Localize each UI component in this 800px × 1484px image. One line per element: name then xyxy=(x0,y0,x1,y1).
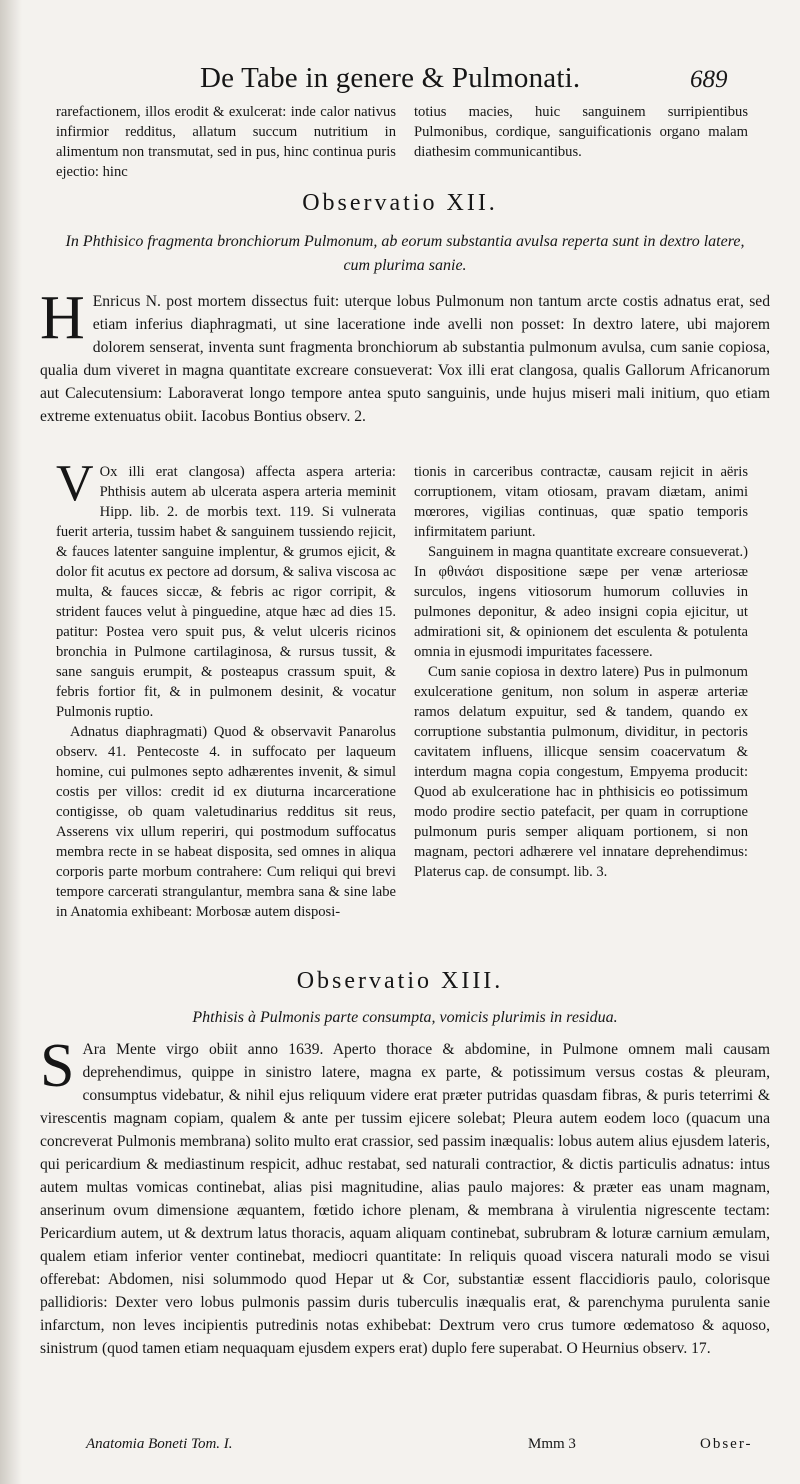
footer-book-title: Anatomia Boneti Tom. I. xyxy=(86,1436,233,1452)
commentary-12-right-paragraph-3: Cum sanie copiosa in dextro latere) Pus in pulmonum exulceratione genitum, non solum in asperæ arteriæ ramos delatum expuitur, sed & tandem, quando ex corruptione substantia pulmonum, dividitur, in pectoris cavitatem influens, illicque sensim coacervatum & interdum magna copia congestum, Empyema producit: Quod ab exulceratione hac in phthisicis eo potissimum modo prodire sectio patefacit, per quam in corruptione pulmonum puris semper aliquam portionem, si non magnam, pectori adhærere vel innatare deprehendimus: Platerus cap. de consumpt. lib. 3. xyxy=(414,664,748,880)
observation-13-heading: Observatio XIII. xyxy=(296,968,504,994)
page-edge-shadow xyxy=(0,0,22,1484)
commentary-12-left-paragraph-2: Adnatus diaphragmati) Quod & observavit Panarolus observ. 41. Pentecoste 4. in suffocato per laqueum homine, cui pulmones septo adhærentes invenit, & simul costis per villos: credit id ex diuturna incarceratione contigisse, ob quam valetudinarius redditus sit reus, Asserens vix ullum reperiri, qui postmodum suffocatus membra recte in se habeat disposita, sed omnes in aliqua corporis parte morbum contrahere: Cum reliqui qui brevi tempore carcerati strangulantur, membra sana & sine labe in Anatomia exhibeant: Morbosæ autem disposi- xyxy=(56,724,396,920)
page-number: 689 xyxy=(690,66,728,93)
footer-signature-mark: Mmm 3 xyxy=(528,1436,576,1452)
observation-12-dropcap: H xyxy=(40,284,85,352)
observation-13-text: Ara Mente virgo obiit anno 1639. Aperto thorace & abdomine, in Pulmone omnem mali causam deprehendimus, quippe in sinistro latere, magna ex parte, & potissimum versus costas & pleuram, consumptus videbatur, & nihil ejus reliquum videre erat præter putridas quasdam fibras, & puris teterrimi & virescentis magnam copiam, qualem & ante per tussim ejicere solebat; Pleura autem eodem loco (quacum una concreverat Pulmonis membrana) solito multo erat crassior, sed passim inæqualis: lobus autem alius ejusdem lateris, qui pericardium & mediastinum respicit, adhuc restabat, sed naturali contractior, & dictis particulis adnatus: intus autem multas vomicas continebat, alias pisi magnitudine, alias paulo majores: & præter eas unam magnam, anserinum ovum dimensione æquantem, fœtido ichore plenam, & membrana à virulentia nigrescente tectam: Pericardium autem, ut & dextrum latus thoracis, aquam aliquam continebat, subrubram & loturæ carnium æmulam, qualem etiam inferior venter continebat, mediocri quantitate: In reliquis quoad viscera naturali modo se visui offerebat: Abdomen, nisi solummodo quod Hepar ut & Cor, substantiæ essent flaccidioris paulo, colorisque pallidioris: Dexter vero lobus pulmonis passim duris tuberculis inæqualis erat, & parenchyma purulenta sanie infarctum, non leves incipientis putredinis notas exhibebat: Dextrum vero crus tumore œdematoso & aquoso, sinistrum (quod tamen etiam nequaquam ejusdem expers erat) duplo fere superabat. O Heurnius observ. 17. xyxy=(40,1041,770,1357)
observation-12-body xyxy=(40,284,770,428)
top-left-paragraph: rarefactionem, illos erodit & exulcerat: inde calor nativus infirmior redditus, allatum succum nutritium in alimentum non transmutat, sed in pus, hinc continua puris ejectio: hinc xyxy=(56,104,396,180)
commentary-12-left-paragraph-1: Ox illi erat clangosa) affecta aspera arteria: Phthisis autem ab ulcerata aspera arteria meminit Hipp. lib. 2. de morbis text. 119. Si vulnerata fuerit arteria, tussim habet & sanguinem tussiendo rejicit, & fauces latenter sanguine implentur, & grumos ejicit, & dolor fit acutus ex pectore ad dorsum, & saliva viscosa ac multa, & fauces siccæ, & febris ac rigor corripit, & strident fauces velut à pinguedine, atque hæc ad dies 15. patitur: Postea vero spuit pus, & velut ulceris ricinos bronchia in Pulmone cartilaginosa, & rursus tussit, & sane sanguis erumpit, & posteapus crassum spuit, & febris fortior fit, & in pulmonem desinit, & vocatur Pulmonis ruptio. xyxy=(56,464,396,720)
commentary-12-left-column xyxy=(56,455,396,922)
commentary-12-right-paragraph-1: tionis in carceribus contractæ, causam rejicit in aëris corruptionem, vitam otiosam, pravam diætam, animi mœrores, vigilias continuas, quæ spatio temporis infirmitatem pariunt. xyxy=(414,464,748,540)
observation-13-body xyxy=(40,1032,770,1360)
top-right-paragraph: totius macies, huic sanguinem surripientibus Pulmonibus, cordique, sanguificationis organo malam diathesim communicantibus. xyxy=(414,104,748,160)
page-footer xyxy=(0,1436,800,1466)
observation-12-text: Enricus N. post mortem dissectus fuit: uterque lobus Pulmonum non tantum arcte costis adnatus erat, sed etiam inferius diaphragmati, ut sine laceratione inde avelli non posset: In dextro latere, ubi majorem dolorem senserat, inventa sunt fragmenta bronchiorum ab substantia pulmonum avulsa, cum sanie copiosa, qualia dum viveret in magna quantitate excreare consueverat: Vox illi erat clangosa, qualis Gallorum Africanorum aut Calecutensium: Laboraverat longo tempore antea sputo sanguinis, unde hujus miseri mali initium, quo etiam extreme extenuatus obiit. Iacobus Bontius observ. 2. xyxy=(40,293,770,425)
top-right-column xyxy=(414,102,748,162)
observation-13-subtitle: Phthisis à Pulmonis parte consumpta, vomicis plurimis in residua. xyxy=(192,1009,618,1026)
commentary-12-right-column xyxy=(414,462,748,882)
top-left-column xyxy=(56,102,396,182)
observation-12-subtitle: In Phthisico fragmenta bronchiorum Pulmonum, ab eorum substantia avulsa reperta sunt in dextro latere, cum plurima sanie. xyxy=(65,233,745,274)
running-title: De Tabe in genere & Pulmonati. xyxy=(200,62,581,94)
running-header xyxy=(0,56,800,100)
observation-13-dropcap: S xyxy=(40,1032,75,1100)
commentary-12-dropcap: V xyxy=(56,455,94,512)
commentary-12-right-paragraph-2: Sanguinem in magna quantitate excreare consueverat.) In φθινάσι dispositione sæpe per venæ arteriosæ surculos, ingens vitiosorum humorum colluvies in pulmones deponitur, & adeo insigni copia ejicitur, ut admirationi sit, & opinionem det esculenta & potulenta omnia in ejusmodi impuritates facessere. xyxy=(414,544,748,660)
observation-12-heading: Observatio XII. xyxy=(302,190,498,216)
footer-catchword: Obser- xyxy=(700,1436,753,1452)
